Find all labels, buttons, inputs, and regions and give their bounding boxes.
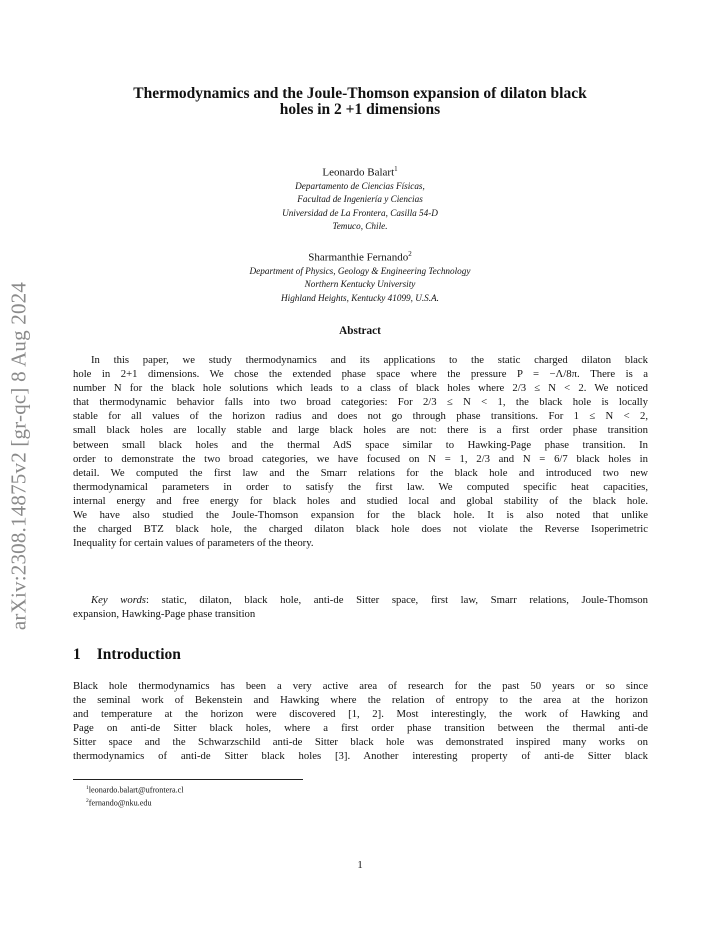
abstract-line: order to demonstrate the two broad categories, we have focused on N = 1, 2/3 and N = 6/7 black holes in xyxy=(73,452,648,465)
footnote-divider xyxy=(73,779,303,780)
intro-line: thermodynamics of anti-de Sitter black holes [3]. Another interesting property of anti-de Sitter black xyxy=(73,750,648,763)
abstract-line: thermodynamical parameters in order to satisfy the first law. We computed specific heat capacities, xyxy=(73,480,648,493)
section-heading xyxy=(73,646,181,664)
keywords-line-1: Key words: static, dilaton, black hole, anti-de Sitter space, first law, Smarr relations, Joule-Thomson xyxy=(91,594,648,606)
abstract-heading: Abstract xyxy=(339,325,381,337)
footnote-email: leonardo.balart@ufrontera.cl xyxy=(88,785,184,795)
footnote-1: $^1$leonardo.balart@ufrontera.cl xyxy=(86,785,184,795)
intro-line: Black hole thermodynamics has been a very active area of research for the past 50 years or so since xyxy=(73,680,648,692)
abstract-line: Inequality for certain values of parameters of the theory. xyxy=(73,537,314,550)
intro-line: Sitter space and the Schwarzschild anti-de Sitter black hole was demonstrated inspired many works on xyxy=(73,736,648,749)
abstract-line: number N for the black hole solutions which leads to a class of black holes where 2/3 ≤ N < 2. We noticed xyxy=(73,382,648,395)
abstract-line: detail. We computed the first law and the Smarr relations for the black hole and introduced two new xyxy=(73,466,648,479)
introduction-body xyxy=(73,679,648,764)
author-block-1 xyxy=(160,162,560,234)
page-number: 1 xyxy=(357,859,363,871)
affiliation-line: Universidad de La Frontera, Casilla 54-D xyxy=(282,207,438,218)
abstract-line: internal energy and free energy for black holes and studied local and global stability of the black hole. xyxy=(73,494,648,507)
abstract-line: We have also studied the Joule-Thomson expansion for the black hole. It is also noted that unlike xyxy=(73,509,648,522)
abstract-line: small black holes are locally stable and large black holes are not: there is a first order phase transition xyxy=(73,424,648,437)
affiliation-line: Temuco, Chile. xyxy=(332,221,388,232)
abstract-line: the charged BTZ black hole, the charged dilaton black hole does not violate the Reverse Isoperimetric xyxy=(73,523,648,536)
author-name: Sharmanthie Fernando$^2$ xyxy=(308,250,412,264)
footnotes xyxy=(86,783,184,808)
affiliation-line: Facultad de Ingeniería y Ciencias xyxy=(297,194,423,205)
author-name: Leonardo Balart$^1$ xyxy=(322,165,398,179)
paper-title xyxy=(60,86,660,118)
abstract-body xyxy=(73,353,648,550)
footnote-mark: 1 xyxy=(394,165,398,173)
abstract-line: stable for all values of the horizon radius and does not go through phase transitions. For 1 ≤ N < 2, xyxy=(73,410,648,423)
abstract-line: In this paper, we study thermodynamics and its applications to the static charged dilaton black xyxy=(91,354,648,366)
title-line-1: Thermodynamics and the Joule-Thomson expansion of dilaton black xyxy=(133,85,587,102)
section-number: 1 xyxy=(73,646,81,663)
section-title: Introduction xyxy=(96,646,181,663)
author-block-2 xyxy=(160,247,560,305)
affiliation-line: Highland Heights, Kentucky 41099, U.S.A. xyxy=(281,292,439,303)
intro-line: the seminal work of Bekenstein and Hawking where the relation of entropy to the area at the horizon xyxy=(73,694,648,707)
abstract-line: that thermodynamic behavior falls into two broad categories: For 2/3 ≤ N < 1, the black hole is locally xyxy=(73,396,648,409)
abstract-line: hole in 2+1 dimensions. We chose the extended phase space where the pressure P = −Λ/8π. There is a xyxy=(73,368,648,381)
footnote-2: $^2$fernando@nku.edu xyxy=(86,797,152,808)
affiliation-line: Departamento de Ciencias Físicas, xyxy=(295,180,425,191)
keywords xyxy=(73,593,648,621)
footnote-mark: 2 xyxy=(408,250,412,258)
footnote-email: fernando@nku.edu xyxy=(88,798,152,808)
keywords-line-2: expansion, Hawking-Page phase transition xyxy=(73,608,256,621)
intro-line: Page on anti-de Sitter black holes, where a first order phase transition between the thermal anti-de xyxy=(73,722,648,735)
arxiv-identifier: arXiv:2308.14875v2 [gr-qc] 8 Aug 2024 xyxy=(6,281,31,631)
intro-line: and temperature at the horizon were discovered [1, 2]. Most interestingly, the work of Hawking and xyxy=(73,708,648,721)
affiliation-line: Department of Physics, Geology & Engineering Technology xyxy=(249,265,471,276)
keywords-label: Key words xyxy=(91,594,146,606)
title-line-2: holes in 2 +1 dimensions xyxy=(279,101,441,118)
affiliation-line: Northern Kentucky University xyxy=(304,279,416,290)
abstract-line: between small black holes and the thermal AdS space similar to Hawking-Page phase transition. In xyxy=(73,438,648,451)
